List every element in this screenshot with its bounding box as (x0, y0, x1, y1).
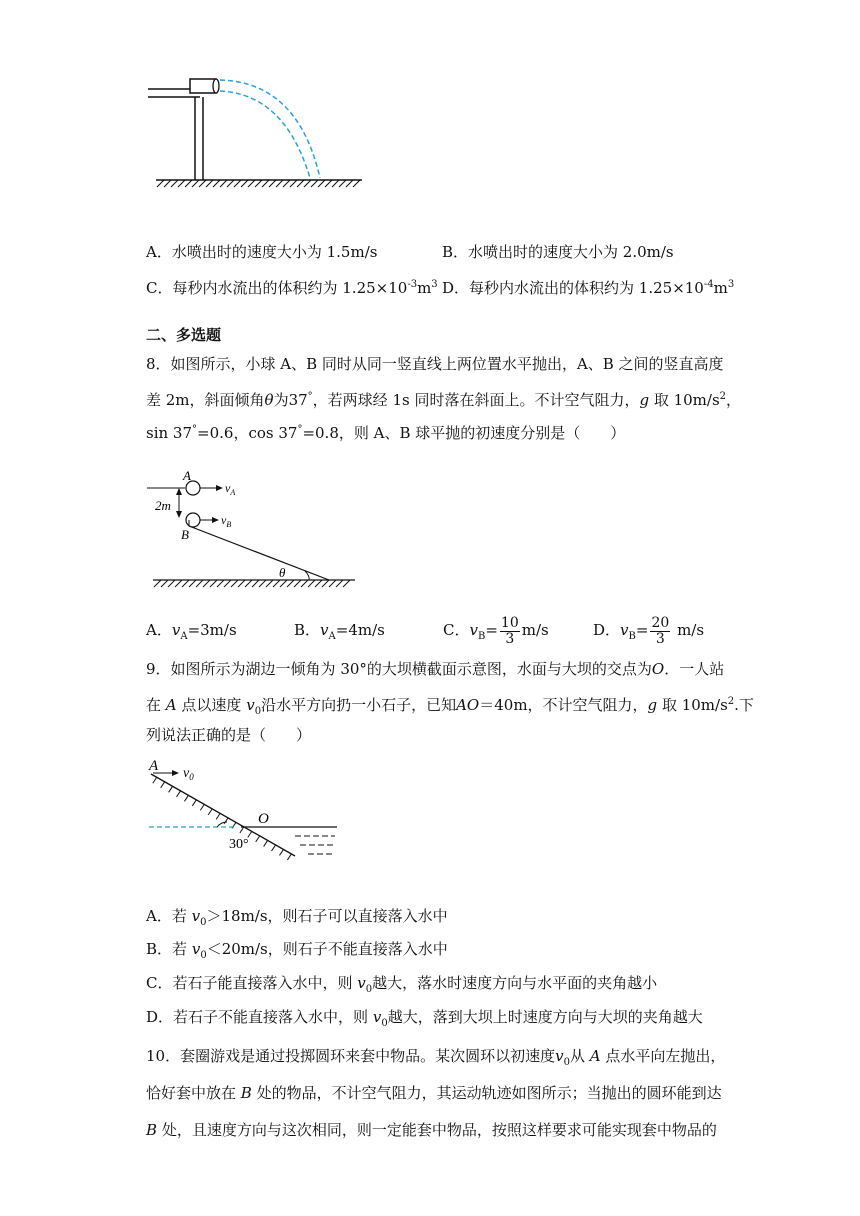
q8-fig-label-va: $v_A$ (225, 481, 236, 497)
q8-stem-line1: 8．如图所示，小球 A、B 同时从同一竖直线上两位置水平抛出，A、B 之间的竖直高度 (146, 355, 724, 373)
q8-fig-label-a: A (183, 468, 191, 483)
water-pipe-figure (140, 70, 380, 190)
q10-stem-line1: 10．套圈游戏是通过投掷圆环来套中物品。某次圆环以初速度$v_0$从 A 点水平向左抛出， (146, 1047, 726, 1068)
q9-option-d: D．若石子不能直接落入水中，则 $v_0$越大，落到大坝上时速度方向与大坝的夹角越大 (146, 1008, 703, 1029)
q9-stem-line3: 列说法正确的是（ ） (146, 726, 312, 744)
q9-option-a: A．若 $v_0>18m/s$，则石子可以直接落入水中 (146, 907, 448, 928)
q10-stem-line3: B 处，且速度方向与这次相同，则一定能套中物品，按照这样要求可能实现套中物品的 (146, 1121, 717, 1139)
q8-fig-label-height: 2m (155, 498, 171, 513)
q8-slope-figure (145, 468, 365, 598)
q8-option-d: D．$v_B=$ $\frac{20}{3}$ m/s (593, 614, 705, 647)
q8-fig-label-vb: $v_B$ (221, 513, 232, 529)
q7-option-c: C．每秒内水流出的体积约为 $1.25\times 10^{-3}m^3$ (146, 279, 438, 297)
q10-stem-line2: 恰好套中放在 B 处的物品，不计空气阻力，其运动轨迹如图所示；当抛出的圆环能到达 (146, 1084, 722, 1102)
q8-fig-label-theta: θ (279, 565, 286, 580)
q9-dam-figure (145, 756, 345, 866)
q8-option-a: A．$v_A=3m/s$ (146, 621, 237, 642)
q9-stem-line1: 9．如图所示为湖边一倾角为 30°的大坝横截面示意图，水面与大坝的交点为O．一人站 (146, 660, 725, 678)
q7-option-d: D．每秒内水流出的体积约为 $1.25\times 10^{-4}m^3$ (442, 279, 735, 297)
q9-fig-label-a: A (149, 758, 159, 774)
q7-option-b: B．水喷出时的速度大小为 2.0m/s (442, 243, 674, 261)
q9-fig-label-v0: $v_0$ (183, 766, 194, 782)
q9-option-c: C．若石子能直接落入水中，则 $v_0$越大，落水时速度方向与水平面的夹角越小 (146, 974, 658, 995)
q8-stem-line3: sin 37°=0.6，cos 37°=0.8，则 A、B 球平抛的初速度分别是（ ） (146, 424, 626, 442)
q9-stem-line2: 在 A 点以速度 $v_0$沿水平方向扔一小石子，已知AO＝40m，不计空气阻力，g 取 $10m/s^2$.下 (146, 696, 754, 717)
q9-fig-label-angle: 30° (229, 837, 249, 852)
q8-stem-line2: 差 2m，斜面倾角θ为37°，若两球经 1s 同时落在斜面上。不计空气阻力，g 取 $10m/s^2$， (146, 391, 742, 409)
q8-option-b: B．$v_A=4m/s$ (294, 621, 385, 642)
q9-fig-label-o: O (258, 811, 269, 827)
q8-option-c: C．$v_B=$ $\frac{10}{3}$ m/s (443, 614, 549, 647)
section-title-multi-choice: 二、多选题 (146, 326, 222, 344)
q7-option-a: A．水喷出时的速度大小为 1.5m/s (146, 243, 378, 261)
q9-option-b: B．若 $v_0<20m/s$，则石子不能直接落入水中 (146, 940, 448, 961)
q8-fig-label-b: B (181, 527, 189, 542)
